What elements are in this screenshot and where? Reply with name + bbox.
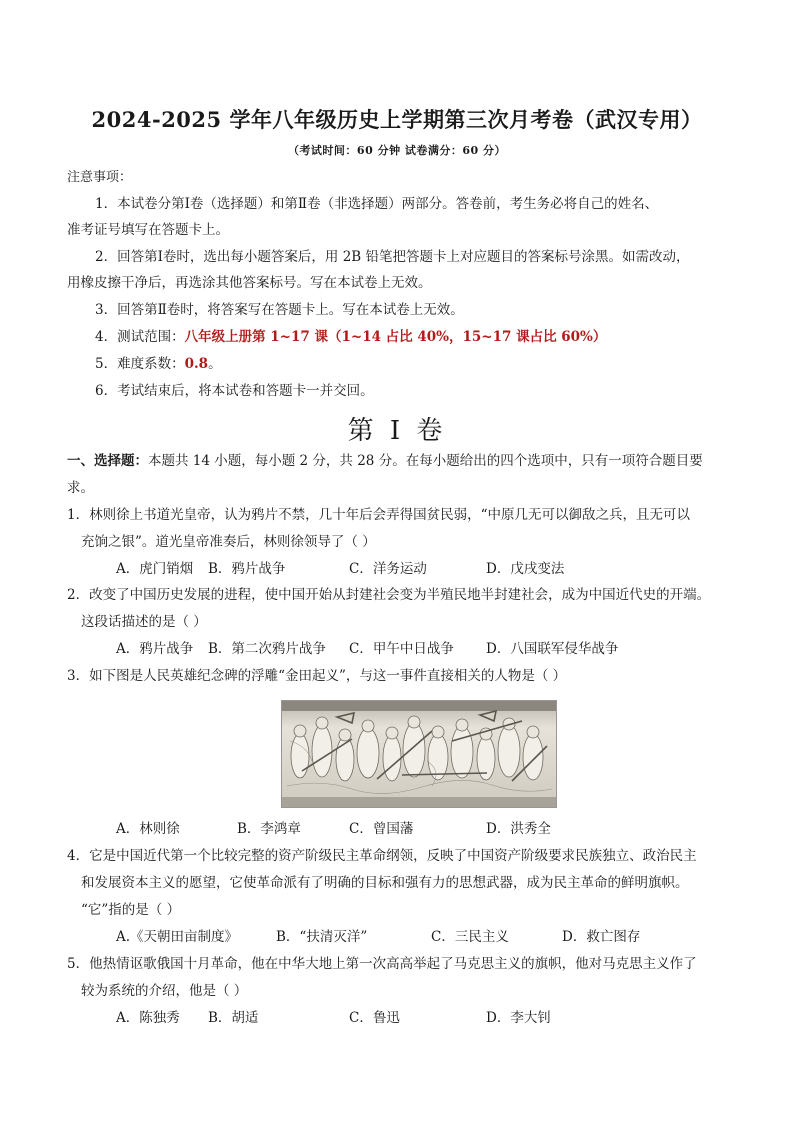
question-5-option-b[interactable]: B．胡适 [208,1010,259,1026]
question-4-option-b[interactable]: B．“扶清灭洋” [276,929,368,945]
question-5-line-2: 较为系统的介绍，他是（ ） [81,983,248,999]
note-4 [95,331,606,345]
section-instructions [67,455,703,469]
question-4-line-3: “它”指的是（ ） [81,902,181,918]
question-3-option-a[interactable]: A．林则徐 [116,821,180,837]
question-3-line-1: 3．如下图是人民英雄纪念碑的浮雕“金田起义”，与这一事件直接相关的人物是（ ） [67,668,567,684]
section-title: 第 I 卷 [347,416,447,446]
question-4-option-a[interactable]: A.《天朝田亩制度》 [116,929,239,945]
note-3: 3．回答第Ⅱ卷时，将答案写在答题卡上。写在本试卷上无效。 [95,302,464,318]
note-1-line-1: 1．本试卷分第Ⅰ卷（选择题）和第Ⅱ卷（非选择题）两部分。答卷前，考生务必将自己的姓名、 [95,196,659,212]
question-1-line-1: 1．林则徐上书道光皇帝，认为鸦片不禁，几十年后会弄得国贫民弱，“中原几无可以御敌之兵，且无可以 [67,507,690,523]
exam-subtitle: （考试时间：60 分钟 试卷满分：60 分） [287,144,507,157]
question-4-option-d[interactable]: D．救亡图存 [562,929,641,945]
section-instructions-line-2: 求。 [67,480,94,496]
difficulty-value: 0.8 [184,356,209,372]
test-range: 八年级上册第 1~17 课（1~14 占比 40%，15~17 课占比 60%） [184,329,607,345]
question-4-option-c[interactable]: C．三民主义 [431,929,509,945]
question-2-option-a[interactable]: A．鸦片战争 [116,641,194,657]
note-5-suffix: 。 [208,356,222,372]
question-1-option-d[interactable]: D．戊戌变法 [486,561,565,577]
question-1-option-a[interactable]: A．虎门销烟 [116,561,194,577]
question-4-line-1: 4．它是中国近代第一个比较完整的资产阶级民主革命纲领，反映了中国资产阶级要求民族独立、政治民主 [67,848,697,864]
question-2-option-d[interactable]: D．八国联军侵华战争 [486,641,619,657]
question-2-line-1: 2．改变了中国历史发展的进程，使中国开始从封建社会变为半殖民地半封建社会，成为中国近代史的开端。 [67,587,711,603]
question-1-option-b[interactable]: B．鸦片战争 [208,561,286,577]
question-1-line-2: 充饷之银”。道光皇帝准奏后，林则徐领导了（ ） [81,534,376,550]
question-2-option-c[interactable]: C．甲午中日战争 [349,641,454,657]
note-5-prefix: 5．难度系数： [95,356,185,372]
question-3-option-d[interactable]: D．洪秀全 [486,821,551,837]
question-1-option-c[interactable]: C．洋务运动 [349,561,427,577]
question-5-option-c[interactable]: C．鲁迅 [349,1010,400,1026]
note-1-line-2: 准考证号填写在答题卡上。 [67,222,229,238]
note-6: 6．考试结束后，将本试卷和答题卡一并交回。 [95,383,374,399]
note-2-line-2: 用橡皮擦干净后，再选涂其他答案标号。写在本试卷上无效。 [67,275,432,291]
question-2-option-b[interactable]: B．第二次鸦片战争 [208,641,326,657]
question-5-option-d[interactable]: D．李大钊 [486,1010,551,1026]
section-instructions-prefix: 一、选择题： [67,453,148,469]
question-3-option-c[interactable]: C．曾国藩 [349,821,414,837]
question-3-option-b[interactable]: B．李鸿章 [237,821,301,837]
question-4-line-2: 和发展资本主义的愿望，它使革命派有了明确的目标和强有力的思想武器，成为民主革命的鲜明旗帜。 [81,875,689,891]
exam-title: 2024-2025 学年八年级历史上学期第三次月考卷（武汉专用） [91,107,703,132]
notes-heading: 注意事项： [67,170,133,185]
jintian-uprising-relief-image [281,700,557,808]
note-2-line-1: 2．回答第Ⅰ卷时，选出每小题答案后，用 2B 铅笔把答题卡上对应题目的答案标号涂黑。如需改动， [95,249,690,265]
note-5 [95,358,222,372]
note-4-prefix: 4．测试范围： [95,329,185,345]
question-5-option-a[interactable]: A．陈独秀 [116,1010,180,1026]
question-5-line-1: 5．他热情讴歌俄国十月革命，他在中华大地上第一次高高举起了马克思主义的旗帜，他对马克思主义作了 [67,956,697,972]
question-2-line-2: 这段话描述的是（ ） [81,614,207,630]
section-instructions-body: 本题共 14 小题，每小题 2 分，共 28 分。在每小题给出的四个选项中，只有一项符合题目要 [148,453,703,469]
